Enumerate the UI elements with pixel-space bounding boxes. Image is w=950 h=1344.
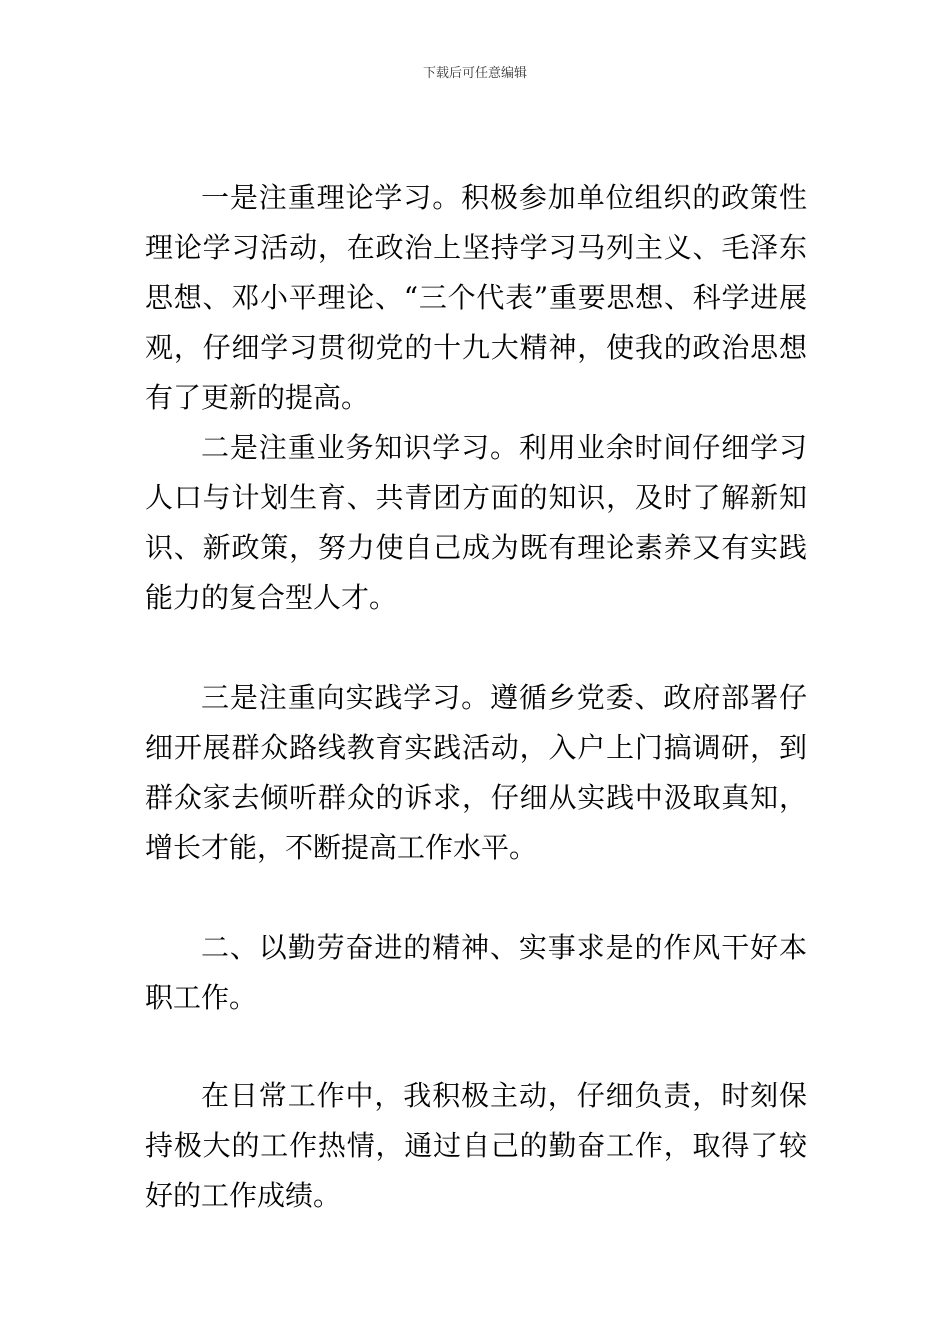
page-header-note: 下载后可任意编辑	[422, 66, 527, 81]
paragraph-practice-study: 三是注重向实践学习。遵循乡党委、政府部署仔细开展群众路线教育实践活动，入户上门搞调研，到群众家去倾听群众的诉求，仔细从实践中汲取真知，增长才能，不断提高工作水平。	[145, 681, 807, 864]
paragraph-daily-work: 在日常工作中，我积极主动，仔细负责，时刻保持极大的工作热情，通过自己的勤奋工作，取得了较好的工作成绩。	[145, 1079, 807, 1212]
section-heading-work: 二、以勤劳奋进的精神、实事求是的作风干好本职工作。	[145, 931, 807, 1014]
paragraph-business-study: 二是注重业务知识学习。利用业余时间仔细学习人口与计划生育、共青团方面的知识，及时了解新知识、新政策，努力使自己成为既有理论素养又有实践能力的复合型人才。	[145, 431, 807, 614]
paragraph-theory-study: 一是注重理论学习。积极参加单位组织的政策性理论学习活动，在政治上坚持学习马列主义、毛泽东思想、邓小平理论、“三个代表”重要思想、科学进展观，仔细学习贯彻党的十九大精神，使我的政治思想有了更新的提高。	[145, 181, 807, 414]
